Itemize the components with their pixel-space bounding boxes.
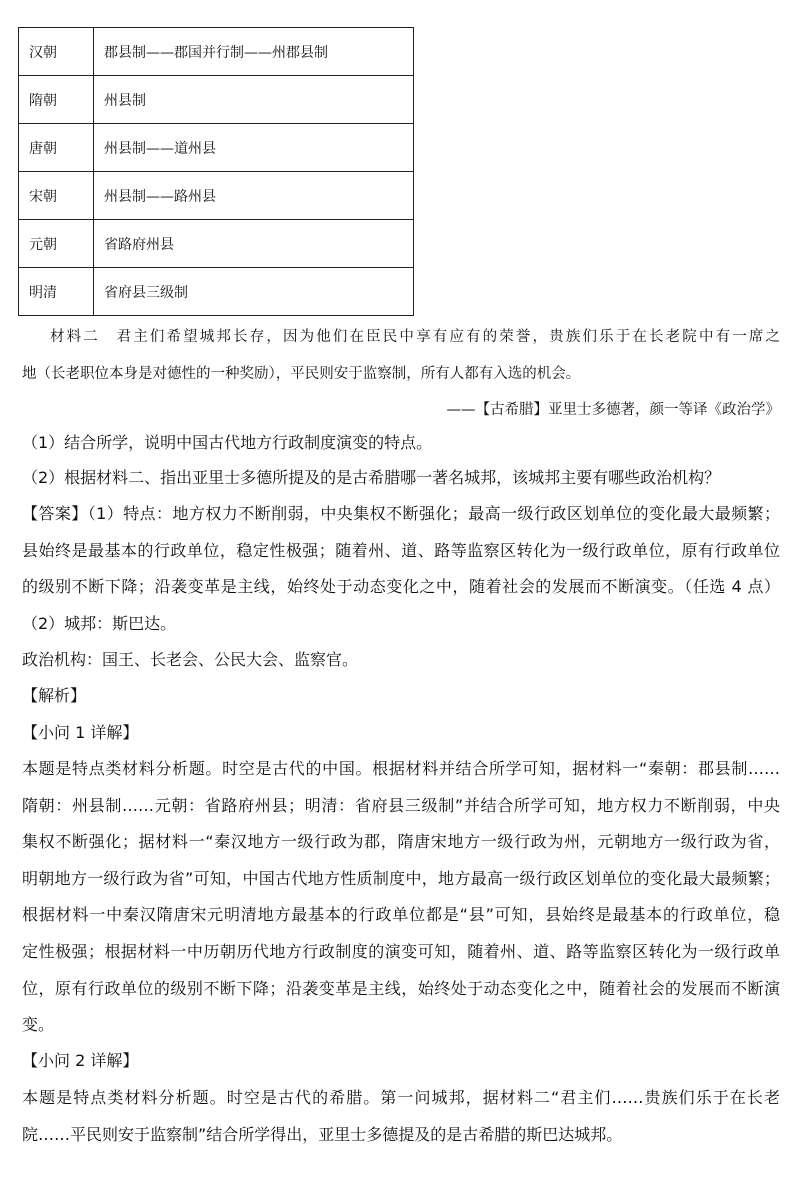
answer-line: 的级别不断下降；沿袭变革是主线，始终处于动态变化之中，随着社会的发展而不断演变。（任选 4 点） xyxy=(22,577,780,596)
question-1: （1）结合所学，说明中国古代地方行政制度演变的特点。 xyxy=(22,433,433,452)
answer-line: 政治机构：国王、长老会、公民大会、监察官。 xyxy=(22,650,359,669)
table-row xyxy=(19,268,414,316)
analysis-line: 位，原有行政单位的级别不断下降；沿袭变革是主线，始终处于动态变化之中，随着社会的发展而不断演 xyxy=(22,978,780,998)
dynasty-admin-table xyxy=(18,27,414,316)
answer-line: 县始终是最基本的行政单位，稳定性极强；随着州、道、路等监察区转化为一级行政单位，原有行政单位 xyxy=(22,541,780,560)
analysis-line: 院……平民则安于监察制”结合所学得出，亚里士多德提及的是古希腊的斯巴达城邦。 xyxy=(22,1124,623,1144)
q2-title: 【小问 2 详解】 xyxy=(22,1051,139,1070)
table-row xyxy=(19,76,414,124)
question-2: （2）根据材料二、指出亚里士多德所提及的是古希腊哪一著名城邦，该城邦主要有哪些政治机构？ xyxy=(22,468,721,487)
dynasty-cell: 元朝 xyxy=(19,220,94,268)
material2-line: 材料二 君主们希望城邦长存，因为他们在臣民中享有应有的荣誉，贵族们乐于在长老院中有一席之 xyxy=(50,329,780,345)
dynasty-cell: 唐朝 xyxy=(19,124,94,172)
analysis-line: 本题是特点类材料分析题。时空是古代的希腊。第一问城邦，据材料二“君主们……贵族们乐于在长老 xyxy=(22,1088,780,1107)
material2-source: ——【古希腊】亚里士多德著，颜一等译《政治学》 xyxy=(446,402,780,418)
system-cell: 州县制 xyxy=(94,76,414,124)
material2-line: 地（长老职位本身是对德性的一种奖励），平民则安于监察制，所有人都有入选的机会。 xyxy=(22,366,581,382)
dynasty-cell: 明清 xyxy=(19,268,94,316)
table-row xyxy=(19,28,414,76)
system-cell: 州县制——道州县 xyxy=(94,124,414,172)
analysis-line: 明朝地方一级行政为省”可知，中国古代地方性质制度中，地方最高一级行政区划单位的变化最大最频繁； xyxy=(22,868,780,888)
table-row xyxy=(19,220,414,268)
dynasty-cell: 宋朝 xyxy=(19,172,94,220)
table-row xyxy=(19,172,414,220)
system-cell: 州县制——路州县 xyxy=(94,172,414,220)
analysis-line: 根据材料一中秦汉隋唐宋元明清地方最基本的行政单位都是“县”可知，县始终是最基本的行政单位，稳 xyxy=(22,905,780,925)
answer-line: 【答案】（1）特点：地方权力不断削弱，中央集权不断强化；最高一级行政区划单位的变化最大最频繁； xyxy=(22,504,780,523)
dynasty-cell: 汉朝 xyxy=(19,28,94,76)
answer-line: （2）城邦：斯巴达。 xyxy=(22,614,177,633)
analysis-line: 本题是特点类材料分析题。时空是古代的中国。根据材料并结合所学可知，据材料一“秦朝：郡县制…… xyxy=(22,759,780,778)
q1-title: 【小问 1 详解】 xyxy=(22,723,139,742)
system-cell: 郡县制——郡国并行制——州郡县制 xyxy=(94,28,414,76)
analysis-line: 集权不断强化；据材料一“秦汉地方一级行政为郡，隋唐宋地方一级行政为州，元朝地方一级行政为省， xyxy=(22,832,780,852)
analysis-title: 【解析】 xyxy=(22,686,87,705)
system-cell: 省府县三级制 xyxy=(94,268,414,316)
dynasty-cell: 隋朝 xyxy=(19,76,94,124)
system-cell: 省路府州县 xyxy=(94,220,414,268)
analysis-line: 隋朝：州县制……元朝：省路府州县；明清：省府县三级制”并结合所学可知，地方权力不断削弱，中央 xyxy=(22,795,780,815)
table-row xyxy=(19,124,414,172)
analysis-line: 变。 xyxy=(22,1015,55,1035)
analysis-line: 定性极强；根据材料一中历朝历代地方行政制度的演变可知，随着州、道、路等监察区转化为一级行政单 xyxy=(22,942,780,961)
